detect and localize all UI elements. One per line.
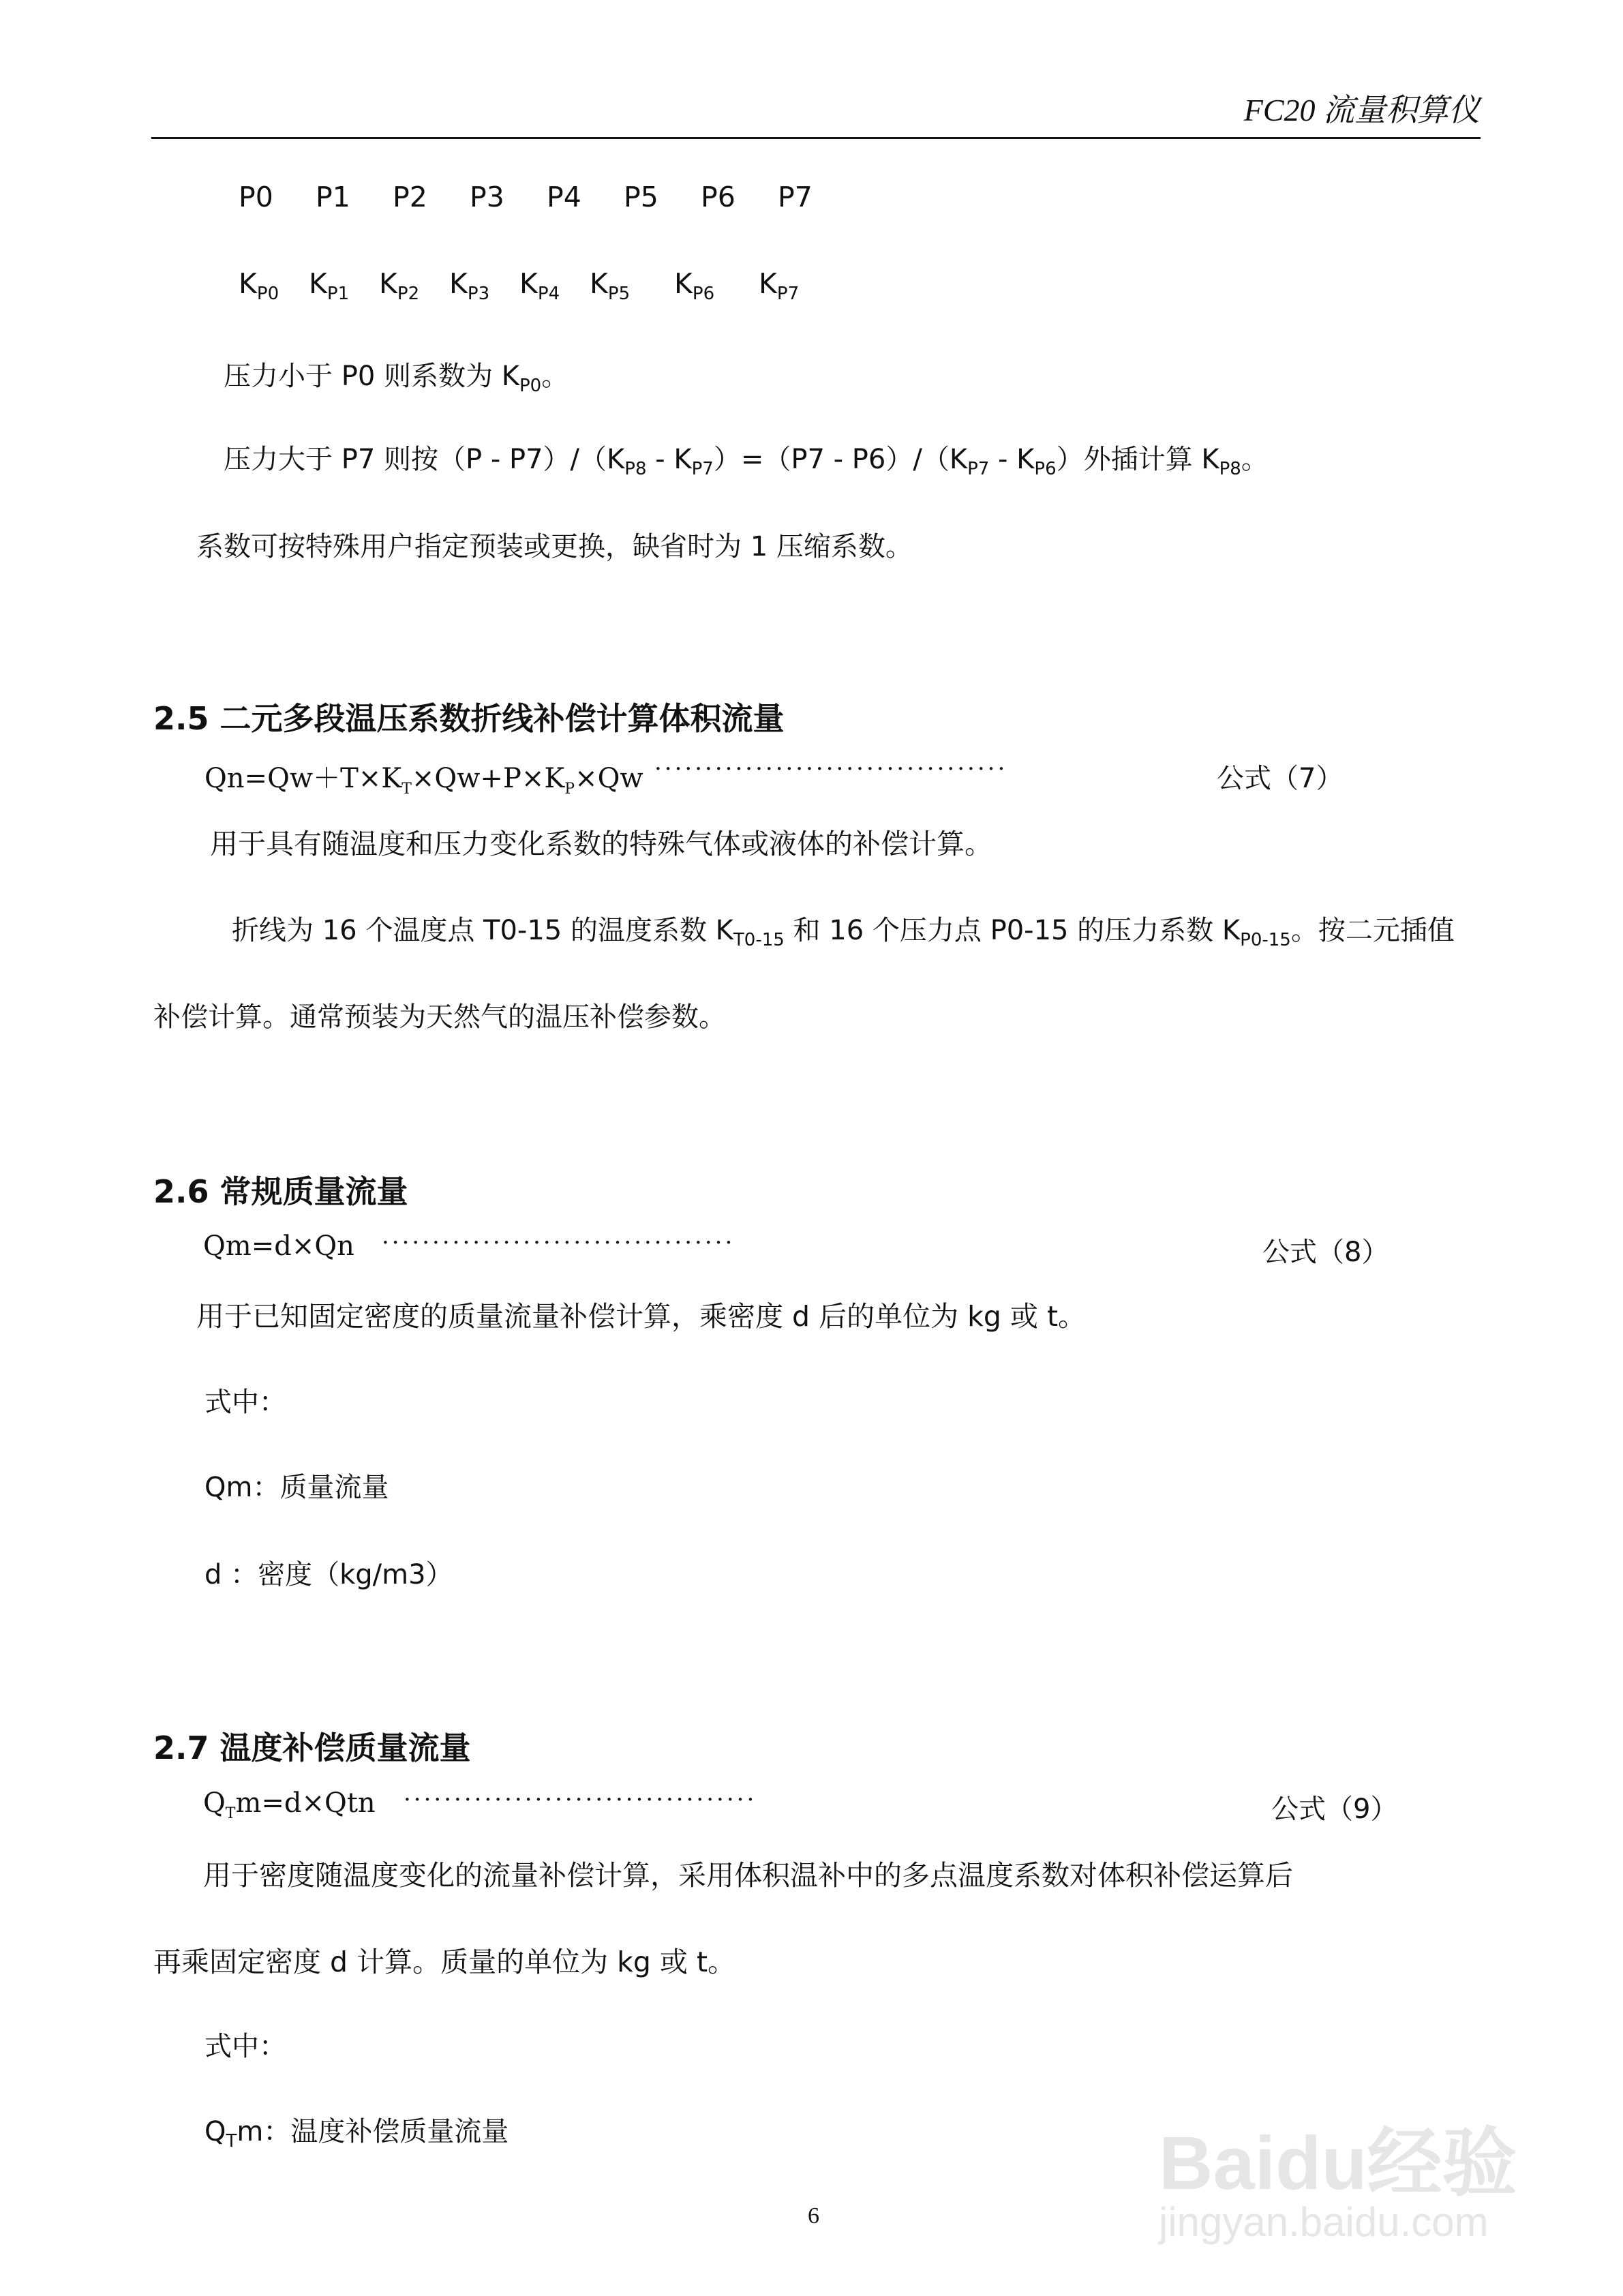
where-label-2-7: 式中： [204,2031,286,2062]
watermark-url: jingyan.baidu.com [1159,2199,1489,2245]
coeff-subscript: P3 [467,284,490,304]
pressure-point: P4 [547,181,581,213]
formula-7-label: 公式（7） [1217,763,1344,794]
formula-8-label: 公式（8） [1262,1237,1389,1268]
pressure-coeffs-row [239,267,800,304]
pressure-coeff [379,267,449,304]
coeff-letter: K [309,267,327,300]
section-heading-2-6: 2.6 常规质量流量 [153,1173,408,1210]
header-rule [151,137,1481,139]
coeff-subscript: P2 [397,284,420,304]
coeff-letter: K [519,267,538,300]
para-2-5-polyline: 折线为 16 个温度点 T0-15 的温度系数 $K_{T0-15}$ 和 16 个压力点 P0-15 的压力系数 $K_{P0-15}$。按二元插值 [232,915,1455,950]
pressure-points-row [239,181,813,213]
pressure-coeff [590,267,674,304]
pressure-coeff [519,267,590,304]
formula-7: $Qn=Qw+T\times K_T\times Qw+P\times K_P\times Qw$ [204,763,643,798]
para-2-7-usage: 用于密度随温度变化的流量补偿计算，采用体积温补中的多点温度系数对体积补偿运算后 [203,1859,1293,1892]
pressure-coeff [759,267,800,304]
formula-9: $Q_Tm=d\times Qtn$ [203,1787,376,1822]
definition-qm: Qm：质量流量 [204,1472,389,1503]
para-above-p7: 压力大于 P7 则按$(P - P7)/(K_{P8} - K_{P7})=(P7 - P6)/(K_{P7} - K_{P6})$外插计算 $K_{P8}$。 [224,444,1269,479]
coeff-letter: K [674,267,693,300]
definition-d: d ：密度（kg/m3） [204,1559,453,1590]
coeff-letter: K [239,267,257,300]
para-2-5-preset: 补偿计算。通常预装为天然气的温压补偿参数。 [153,1001,726,1033]
coeff-subscript: P1 [327,284,350,304]
para-default-coeff: 系数可按特殊用户指定预装或更换，缺省时为 1 压缩系数。 [196,531,913,562]
formula-8-leader-dots: ··································· [382,1229,735,1256]
para-2-5-usage: 用于具有随温度和压力变化系数的特殊气体或液体的补偿计算。 [210,828,992,860]
pressure-point: P1 [316,181,350,213]
para-below-p0: 压力小于 P0 则系数为 $K_{P0}$。 [224,361,569,396]
pressure-point: P5 [624,181,658,213]
para-2-6-usage: 用于已知固定密度的质量流量补偿计算，乘密度 d 后的单位为 kg 或 t。 [196,1300,1087,1333]
pressure-point: P2 [393,181,427,213]
pressure-point: P3 [470,181,504,213]
pressure-point: P6 [701,181,735,213]
pressure-coeff [449,267,519,304]
pressure-coeff [674,267,759,304]
coeff-letter: K [379,267,397,300]
formula-9-leader-dots: ··································· [404,1786,757,1813]
coeff-subscript: P0 [256,284,279,304]
definition-qtm: $Q_Tm$：温度补偿质量流量 [204,2116,509,2151]
formula-8: Qm=d×Qn [203,1230,354,1262]
coeff-letter: K [590,267,608,300]
coeff-subscript: P6 [692,284,715,304]
coeff-subscript: P5 [607,284,631,304]
section-heading-2-7: 2.7 温度补偿质量流量 [153,1729,471,1766]
page-number: 6 [808,2203,819,2229]
header-title: FC20 流量积算仪 [1243,93,1480,127]
watermark-brand: Baidu经验 [1159,2121,1517,2205]
formula-7-leader-dots: ··································· [654,755,1008,783]
pressure-coeff [239,267,309,304]
pressure-point: P7 [778,181,813,213]
coeff-letter: K [759,267,777,300]
pressure-coeff [309,267,379,304]
coeff-subscript: P7 [776,284,800,304]
formula-9-label: 公式（9） [1271,1794,1398,1825]
section-heading-2-5: 2.5 二元多段温压系数折线补偿计算体积流量 [153,700,785,737]
pressure-point: P0 [239,181,273,213]
para-2-7-density: 再乘固定密度 d 计算。质量的单位为 kg 或 t。 [153,1946,736,1978]
where-label-2-6: 式中： [204,1387,286,1418]
coeff-letter: K [449,267,468,300]
coeff-subscript: P4 [537,284,560,304]
